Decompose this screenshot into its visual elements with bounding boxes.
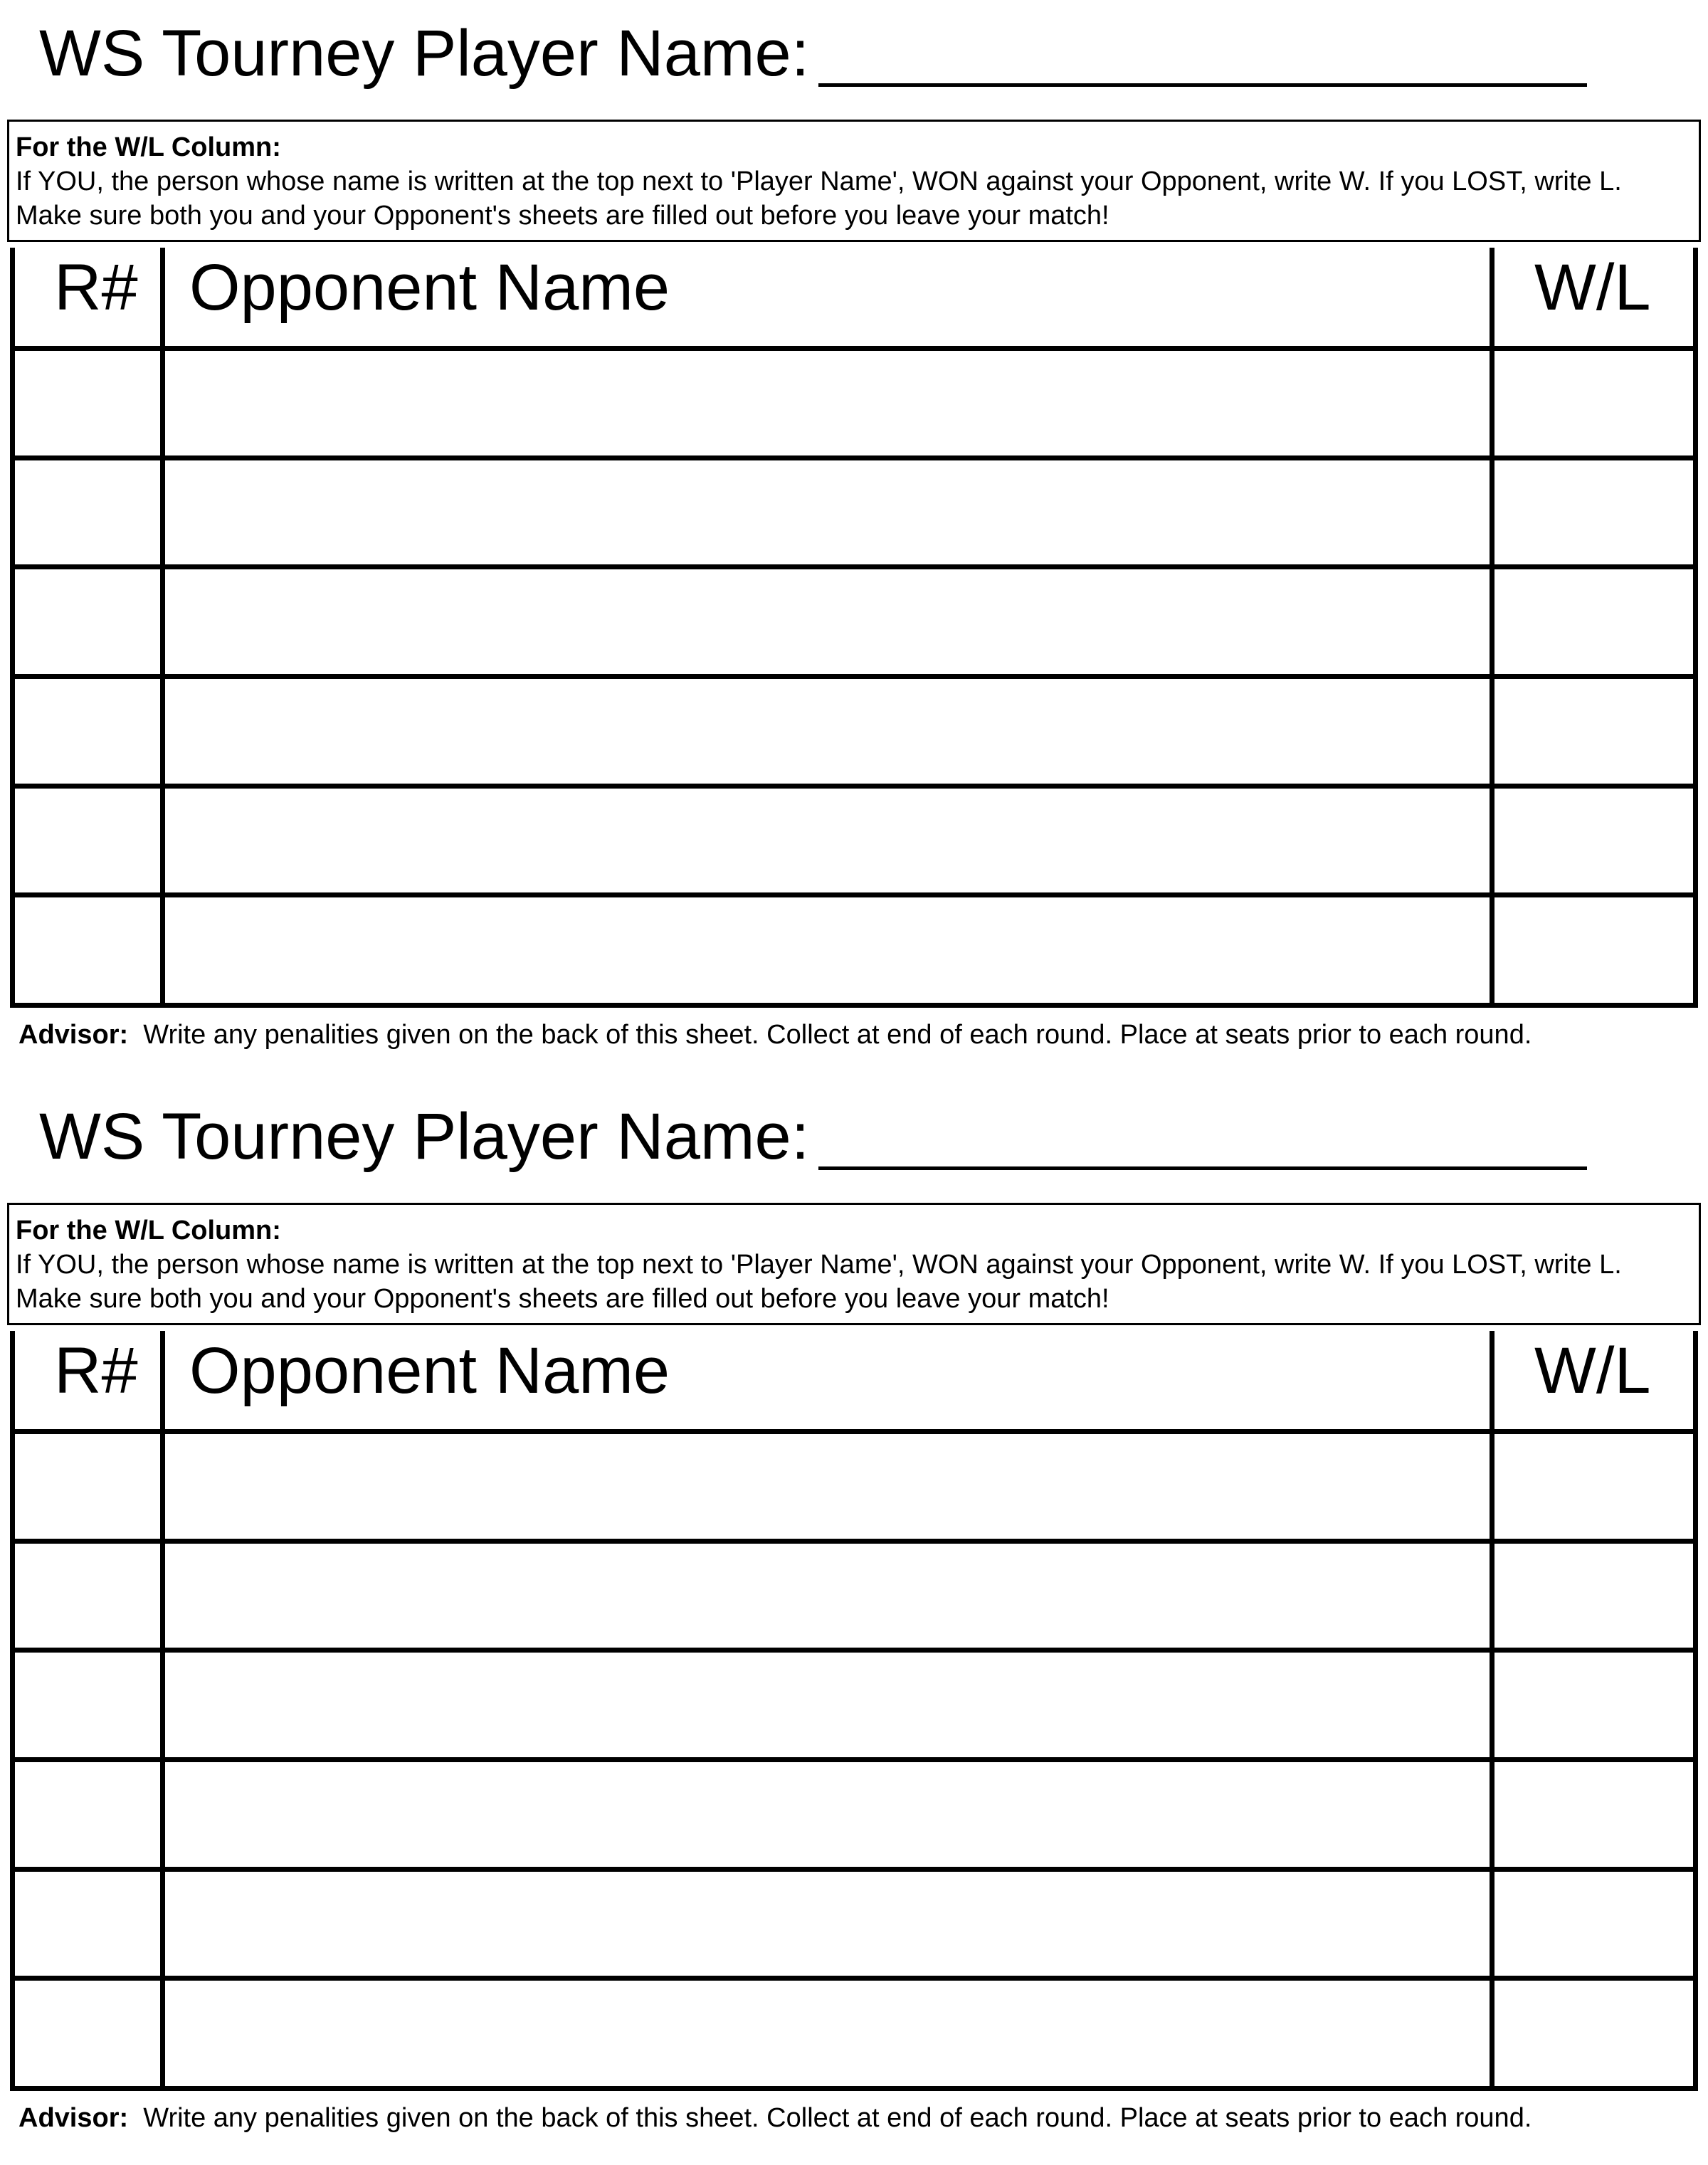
score-sheet-2 xyxy=(0,1083,1708,2165)
opponent-name-cell[interactable] xyxy=(165,679,1490,784)
results-table xyxy=(10,1331,1698,2091)
score-sheet-1 xyxy=(0,0,1708,1082)
page-title: WS Tourney Player Name: xyxy=(39,17,810,90)
advisor-note xyxy=(19,1018,1532,1052)
win-loss-cell[interactable] xyxy=(1494,1762,1693,1867)
opponent-name-cell[interactable] xyxy=(165,897,1490,1003)
header-divider xyxy=(10,346,1698,351)
opponent-name-cell[interactable] xyxy=(165,460,1490,564)
opponent-name-cell[interactable] xyxy=(165,789,1490,892)
table-border-bottom xyxy=(10,1003,1698,1008)
opponent-name-cell[interactable] xyxy=(165,1872,1490,1976)
win-loss-cell[interactable] xyxy=(1494,351,1693,455)
round-number-cell[interactable] xyxy=(15,897,160,1003)
opponent-name-cell[interactable] xyxy=(165,1653,1490,1757)
row-divider xyxy=(10,1539,1698,1544)
advisor-text: Write any penalities given on the back of this sheet. Collect at end of each round. Place at seats prior to each round. xyxy=(143,1020,1532,1050)
row-divider xyxy=(10,455,1698,460)
row-divider xyxy=(10,564,1698,569)
page-title: WS Tourney Player Name: xyxy=(39,1100,810,1173)
win-loss-cell[interactable] xyxy=(1494,789,1693,892)
column-header-opponent: Opponent Name xyxy=(189,251,670,324)
round-number-cell[interactable] xyxy=(15,1544,160,1648)
round-number-cell[interactable] xyxy=(15,1434,160,1539)
results-table xyxy=(10,248,1698,1008)
instructions-line-1: If YOU, the person whose name is written at the top next to 'Player Name', WON against your Opponent, write W. If you LOST, write L. xyxy=(16,1250,1622,1280)
win-loss-cell[interactable] xyxy=(1494,1544,1693,1648)
round-number-cell[interactable] xyxy=(15,1981,160,2086)
player-name-field[interactable] xyxy=(818,1166,1587,1170)
row-divider xyxy=(10,1976,1698,1981)
instructions-line-1: If YOU, the person whose name is written at the top next to 'Player Name', WON against your Opponent, write W. If you LOST, write L. xyxy=(16,167,1622,196)
win-loss-cell[interactable] xyxy=(1494,569,1693,674)
row-divider xyxy=(10,892,1698,897)
header-divider xyxy=(10,1429,1698,1434)
win-loss-cell[interactable] xyxy=(1494,897,1693,1003)
column-header-round: R# xyxy=(54,1334,138,1407)
win-loss-cell[interactable] xyxy=(1494,1653,1693,1757)
instructions-line-2: Make sure both you and your Opponent's sheets are filled out before you leave your match! xyxy=(16,201,1109,231)
advisor-text: Write any penalities given on the back of this sheet. Collect at end of each round. Place at seats prior to each round. xyxy=(143,2103,1532,2133)
column-header-round: R# xyxy=(54,251,138,324)
column-header-result: W/L xyxy=(1534,1334,1651,1407)
round-number-cell[interactable] xyxy=(15,679,160,784)
opponent-name-cell[interactable] xyxy=(165,1981,1490,2086)
column-header-result: W/L xyxy=(1534,251,1651,324)
advisor-label: Advisor: xyxy=(19,2103,129,2133)
opponent-name-cell[interactable] xyxy=(165,1434,1490,1539)
opponent-name-cell[interactable] xyxy=(165,1544,1490,1648)
round-number-cell[interactable] xyxy=(15,351,160,455)
win-loss-cell[interactable] xyxy=(1494,679,1693,784)
wl-instructions-box xyxy=(7,1203,1701,1325)
advisor-note xyxy=(19,2101,1532,2135)
round-number-cell[interactable] xyxy=(15,1872,160,1976)
table-border-bottom xyxy=(10,2086,1698,2091)
row-divider xyxy=(10,1757,1698,1762)
opponent-name-cell[interactable] xyxy=(165,569,1490,674)
wl-instructions-box xyxy=(7,120,1701,242)
player-name-header xyxy=(39,1097,1690,1176)
win-loss-cell[interactable] xyxy=(1494,460,1693,564)
instructions-heading: For the W/L Column: xyxy=(16,132,281,162)
round-number-cell[interactable] xyxy=(15,1653,160,1757)
round-number-cell[interactable] xyxy=(15,789,160,892)
advisor-label: Advisor: xyxy=(19,1020,129,1050)
round-number-cell[interactable] xyxy=(15,1762,160,1867)
win-loss-cell[interactable] xyxy=(1494,1872,1693,1976)
instructions-heading: For the W/L Column: xyxy=(16,1216,281,1245)
row-divider xyxy=(10,1648,1698,1653)
round-number-cell[interactable] xyxy=(15,569,160,674)
row-divider xyxy=(10,674,1698,679)
opponent-name-cell[interactable] xyxy=(165,1762,1490,1867)
round-number-cell[interactable] xyxy=(15,460,160,564)
opponent-name-cell[interactable] xyxy=(165,351,1490,455)
player-name-header xyxy=(39,14,1690,93)
row-divider xyxy=(10,784,1698,789)
player-name-field[interactable] xyxy=(818,83,1587,87)
win-loss-cell[interactable] xyxy=(1494,1981,1693,2086)
win-loss-cell[interactable] xyxy=(1494,1434,1693,1539)
instructions-line-2: Make sure both you and your Opponent's sheets are filled out before you leave your match! xyxy=(16,1284,1109,1314)
column-header-opponent: Opponent Name xyxy=(189,1334,670,1407)
row-divider xyxy=(10,1867,1698,1872)
